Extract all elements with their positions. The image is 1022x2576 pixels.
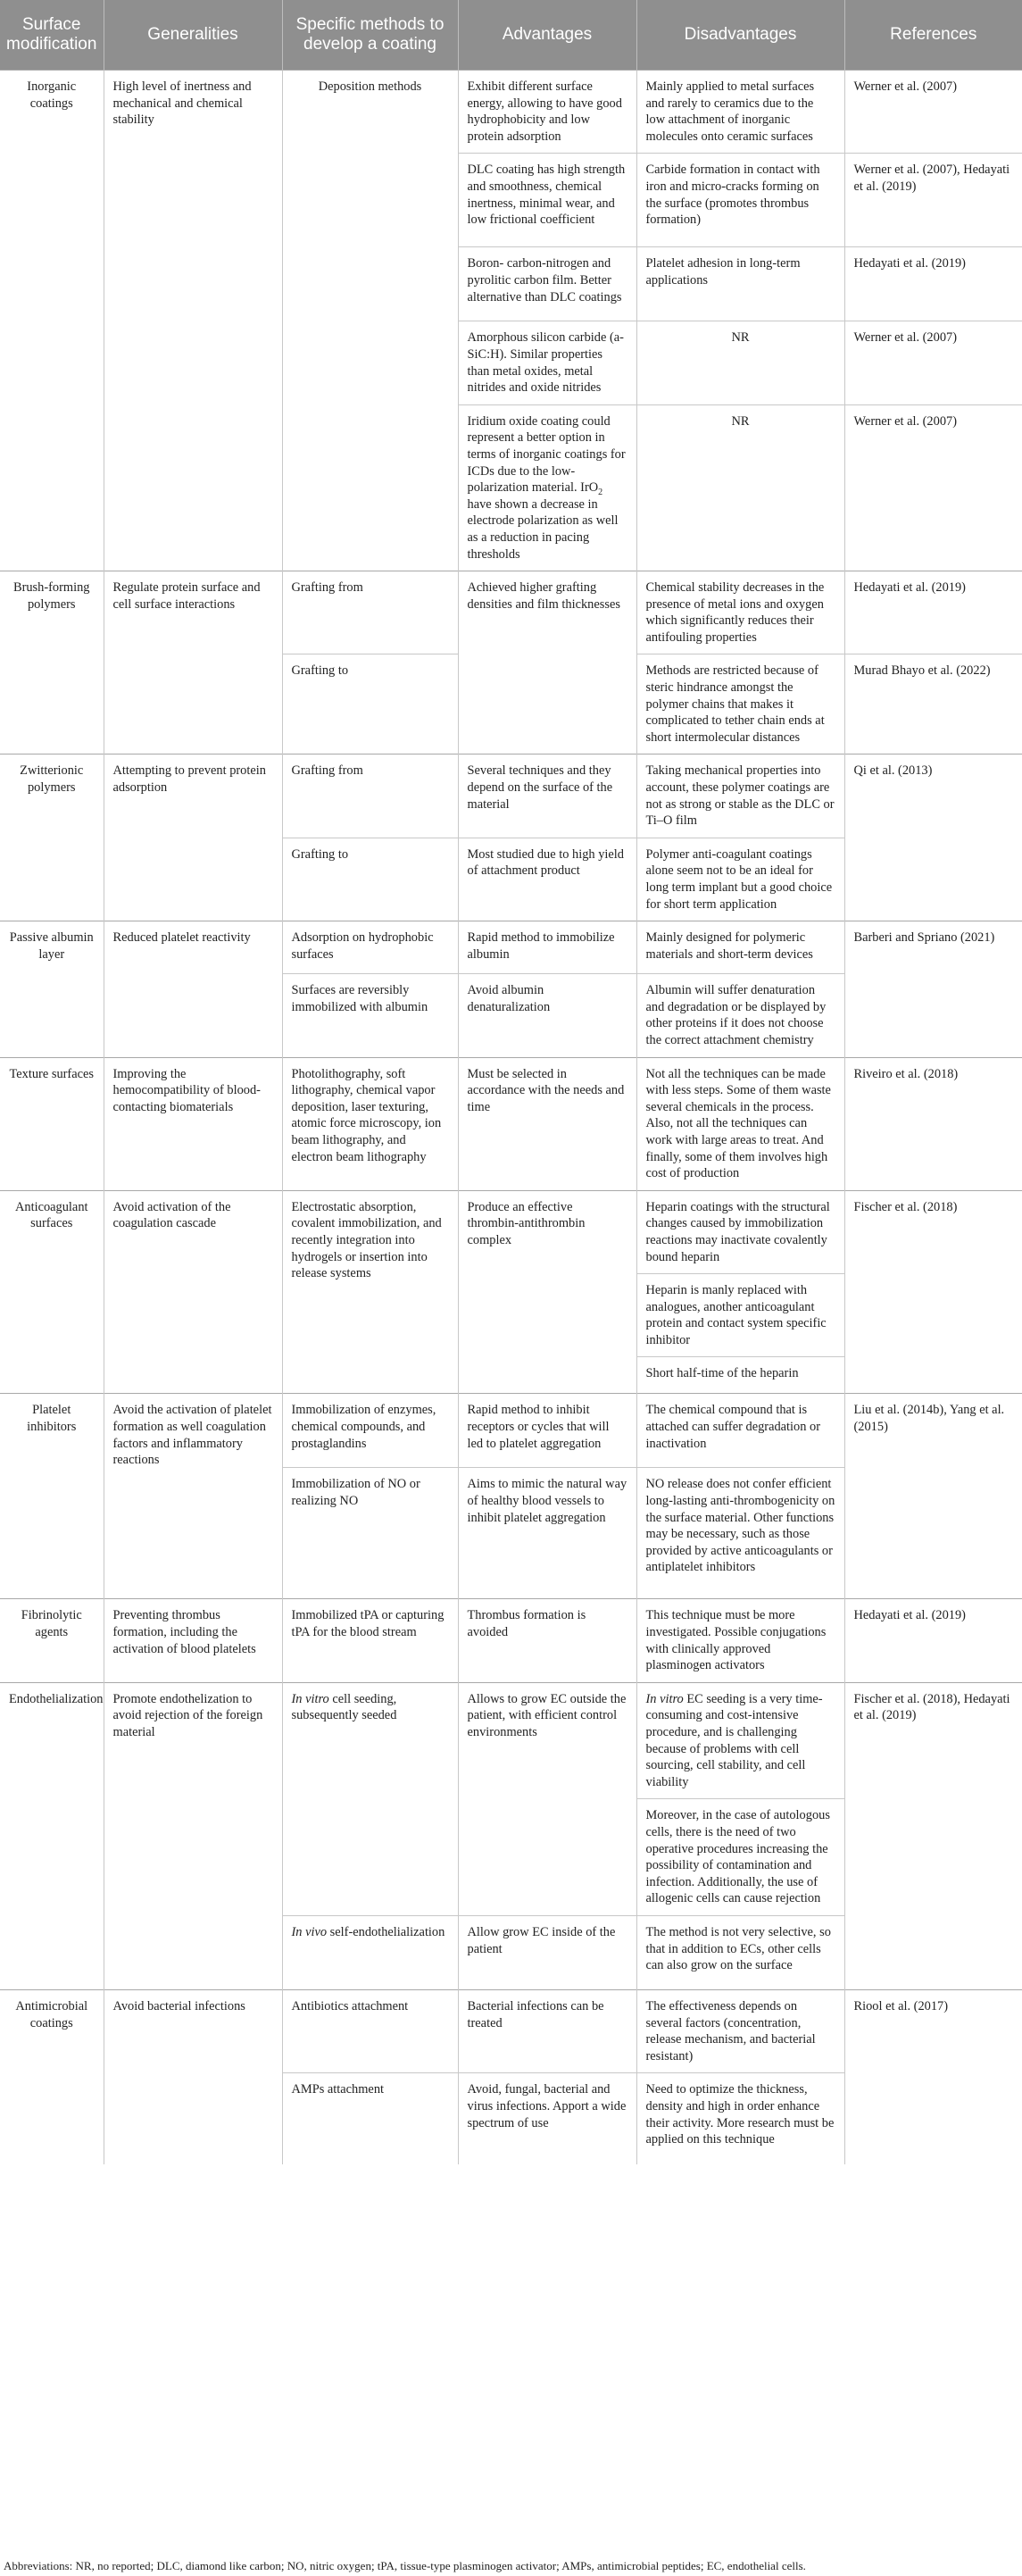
reference-cell: Riveiro et al. (2018) [844, 1057, 1022, 1190]
reference-cell: Werner et al. (2007) [844, 404, 1022, 571]
advantages-cell: Bacterial infections can be treated [458, 1989, 636, 2072]
iridium-text-a: Iridium oxide coating could represent a better option in terms of inorganic coatings for ICDs due to the low-polarization material. IrO [467, 413, 626, 496]
method-cell: Grafting from [282, 571, 458, 654]
generalities-cell: Reduced platelet reactivity [104, 921, 282, 1057]
iridium-text-b: have shown a decrease in electrode polarization as well as a reduction in pacing thresholds [467, 496, 619, 562]
disadvantages-cell: NR [636, 321, 844, 404]
disadvantages-cell: Polymer anti-coagulant coatings alone seem not to be an ideal for long term implant but a good choice for short term application [636, 838, 844, 921]
table-row [0, 1057, 1022, 1190]
disadvantages-cell: Chemical stability decreases in the presence of metal ions and oxygen which significantly reduces their antifouling properties [636, 571, 844, 654]
disadvantages-cell: In vitro EC seeding is a very time-consuming and cost-intensive procedure, and is challenging because of problems with cell sourcing, cell stability, and cell viability [636, 1682, 844, 1799]
table-row [0, 754, 1022, 838]
disadvantages-cell: The chemical compound that is attached can suffer degradation or inactivation [636, 1394, 844, 1468]
disadvantages-cell: Methods are restricted because of steric hindrance amongst the polymer chains that makes it complicated to tether chain ends at short intermolecular distances [636, 654, 844, 754]
reference-cell: Fischer et al. (2018), Hedayati et al. (2019) [844, 1682, 1022, 1989]
table-row [0, 1190, 1022, 1273]
disadvantages-cell: Albumin will suffer denaturation and degradation or be displayed by other proteins if it does not choose the correct attachment chemistry [636, 974, 844, 1057]
disadvantages-cell: Short half-time of the heparin [636, 1357, 844, 1394]
in-vitro-italic: In vitro [645, 1691, 684, 1706]
header-disadvantages: Disadvantages [636, 0, 844, 71]
iridium-subscript: 2 [598, 488, 603, 497]
surface-modification-cell: Inorganic coatings [0, 71, 104, 571]
surface-modification-cell: Texture surfaces [0, 1057, 104, 1190]
generalities-cell: Regulate protein surface and cell surface interactions [104, 571, 282, 754]
advantages-cell: Thrombus formation is avoided [458, 1599, 636, 1682]
method-cell: Immobilization of NO or realizing NO [282, 1468, 458, 1599]
table-row [0, 71, 1022, 154]
in-vivo-italic: In vivo [291, 1924, 328, 1939]
header-advantages: Advantages [458, 0, 636, 71]
method-cell: Antibiotics attachment [282, 1989, 458, 2072]
disadvantages-cell: Heparin is manly replaced with analogues, another anticoagulant protein and contact system specific inhibitor [636, 1274, 844, 1357]
advantages-cell: Rapid method to immobilize albumin [458, 921, 636, 974]
table-row [0, 571, 1022, 654]
surface-modification-cell: Endothelialization [0, 1682, 104, 1989]
header-surface-modification: Surface modification [0, 0, 104, 71]
generalities-cell: Avoid the activation of platelet formation as well coagulation factors and inflammatory reactions [104, 1394, 282, 1599]
reference-cell: Liu et al. (2014b), Yang et al. (2015) [844, 1394, 1022, 1599]
header-row [0, 0, 1022, 71]
disadvantages-cell: This technique must be more investigated. Possible conjugations with clinically approved plasminogen activators [636, 1599, 844, 1682]
abbreviations-footnote: Abbreviations: NR, no reported; DLC, diamond like carbon; NO, nitric oxygen; tPA, tissue-type plasminogen activator; AMPs, antimicrobial peptides; EC, endothelial cells. [4, 2559, 806, 2572]
reference-cell: Riool et al. (2017) [844, 1989, 1022, 2164]
reference-cell: Barberi and Spriano (2021) [844, 921, 1022, 1057]
advantages-cell: Allows to grow EC outside the patient, with efficient control environments [458, 1682, 636, 1915]
reference-cell: Fischer et al. (2018) [844, 1190, 1022, 1394]
advantages-cell: Amorphous silicon carbide (a-SiC:H). Similar properties than metal oxides, metal nitrides and oxide nitrides [458, 321, 636, 404]
disadvantages-cell: Not all the techniques can be made with less steps. Some of them waste several chemicals in the process. Also, not all the techniques can work with large areas to treat. And finally, some of them involves high cost of production [636, 1057, 844, 1190]
method-cell: Deposition methods [282, 71, 458, 571]
method-cell: Grafting from [282, 754, 458, 838]
advantages-cell: Rapid method to inhibit receptors or cycles that will led to platelet aggregation [458, 1394, 636, 1468]
table-row [0, 1394, 1022, 1468]
surface-modification-cell: Zwitterionic polymers [0, 754, 104, 921]
generalities-cell: Avoid activation of the coagulation cascade [104, 1190, 282, 1394]
disadvantages-cell: Need to optimize the thickness, density and high in order enhance their activity. More research must be applied on this technique [636, 2073, 844, 2165]
generalities-cell: Avoid bacterial infections [104, 1989, 282, 2164]
reference-cell: Qi et al. (2013) [844, 754, 1022, 921]
table-row [0, 1682, 1022, 1799]
disadvantages-cell: The effectiveness depends on several factors (concentration, release mechanism, and bacterial resistant) [636, 1989, 844, 2072]
disadvantages-cell: Mainly applied to metal surfaces and rarely to ceramics due to the low attachment of inorganic molecules onto ceramic surfaces [636, 71, 844, 154]
generalities-cell: High level of inertness and mechanical and chemical stability [104, 71, 282, 571]
advantages-cell: Aims to mimic the natural way of healthy blood vessels to inhibit platelet aggregation [458, 1468, 636, 1599]
method-cell: In vivo self-endothelialization [282, 1915, 458, 1989]
method-cell: Surfaces are reversibly immobilized with albumin [282, 974, 458, 1057]
method-cell: Photolithography, soft lithography, chemical vapor deposition, laser texturing, atomic force microscopy, ion beam lithography, and electron beam lithography [282, 1057, 458, 1190]
method-cell: Immobilization of enzymes, chemical compounds, and prostaglandins [282, 1394, 458, 1468]
surface-modification-cell: Brush-forming polymers [0, 571, 104, 754]
disadvantages-cell: Heparin coatings with the structural changes caused by immobilization reactions may inactivate covalently bound heparin [636, 1190, 844, 1273]
method-cell: Immobilized tPA or capturing tPA for the blood stream [282, 1599, 458, 1682]
method-cell: AMPs attachment [282, 2073, 458, 2165]
reference-cell: Werner et al. (2007) [844, 321, 1022, 404]
table-row [0, 921, 1022, 974]
reference-cell: Hedayati et al. (2019) [844, 247, 1022, 321]
header-references: References [844, 0, 1022, 71]
surface-modification-cell: Anticoagulant surfaces [0, 1190, 104, 1394]
generalities-cell: Improving the hemocompatibility of blood-contacting biomaterials [104, 1057, 282, 1190]
disadvantages-cell: Mainly designed for polymeric materials and short-term devices [636, 921, 844, 974]
reference-cell: Werner et al. (2007), Hedayati et al. (2019) [844, 154, 1022, 247]
disadvantages-cell: NO release does not confer efficient long-lasting anti-thrombogenicity on the surface material. Other functions may be necessary, such as those provided by active anticoagulants or antiplatelet inhibitors [636, 1468, 844, 1599]
surface-modification-cell: Fibrinolytic agents [0, 1599, 104, 1682]
in-vitro-italic: In vitro [291, 1691, 329, 1706]
advantages-cell: Exhibit different surface energy, allowing to have good hydrophobicity and low protein adsorption [458, 71, 636, 154]
generalities-cell: Attempting to prevent protein adsorption [104, 754, 282, 921]
method-cell: In vitro cell seeding, subsequently seeded [282, 1682, 458, 1915]
reference-cell: Werner et al. (2007) [844, 71, 1022, 154]
disadvantages-cell: NR [636, 404, 844, 571]
reference-cell: Hedayati et al. (2019) [844, 1599, 1022, 1682]
generalities-cell: Promote endothelization to avoid rejection of the foreign material [104, 1682, 282, 1989]
advantages-cell: Must be selected in accordance with the needs and time [458, 1057, 636, 1190]
surface-modification-cell: Passive albumin layer [0, 921, 104, 1057]
disadvantages-cell: Carbide formation in contact with iron and micro-cracks forming on the surface (promotes thrombus formation) [636, 154, 844, 247]
method-cell: Adsorption on hydrophobic surfaces [282, 921, 458, 974]
advantages-cell: Boron- carbon-nitrogen and pyrolitic carbon film. Better alternative than DLC coatings [458, 247, 636, 321]
reference-cell: Murad Bhayo et al. (2022) [844, 654, 1022, 754]
method-cell: Grafting to [282, 654, 458, 754]
disadvantages-cell: Platelet adhesion in long-term applications [636, 247, 844, 321]
advantages-cell: Most studied due to high yield of attachment product [458, 838, 636, 921]
header-specific-methods: Specific methods to develop a coating [282, 0, 458, 71]
table-row [0, 1599, 1022, 1682]
reference-cell: Hedayati et al. (2019) [844, 571, 1022, 654]
advantages-cell [458, 404, 636, 571]
advantages-cell: Avoid albumin denaturalization [458, 974, 636, 1057]
table-row [0, 1989, 1022, 2072]
method-cell: Electrostatic absorption, covalent immobilization, and recently integration into hydrogels or insertion into release systems [282, 1190, 458, 1394]
generalities-cell: Preventing thrombus formation, including the activation of blood platelets [104, 1599, 282, 1682]
advantages-cell: Several techniques and they depend on the surface of the material [458, 754, 636, 838]
disadvantages-cell: Taking mechanical properties into account, these polymer coatings are not as strong or stable as the DLC or Ti–O film [636, 754, 844, 838]
advantages-cell: Avoid, fungal, bacterial and virus infections. Apport a wide spectrum of use [458, 2073, 636, 2165]
surface-modification-cell: Antimicrobial coatings [0, 1989, 104, 2164]
surface-modification-cell: Platelet inhibitors [0, 1394, 104, 1599]
advantages-cell: Achieved higher grafting densities and film thicknesses [458, 571, 636, 754]
disadvantages-cell: Moreover, in the case of autologous cells, there is the need of two operative procedures increasing the possibility of contamination and infection. Additionally, the use of allogenic cells can cause rejection [636, 1799, 844, 1916]
advantages-cell: Allow grow EC inside of the patient [458, 1915, 636, 1989]
disadvantages-cell: The method is not very selective, so that in addition to ECs, other cells can also grow on the surface [636, 1915, 844, 1989]
advantages-cell: DLC coating has high strength and smoothness, chemical inertness, minimal wear, and low frictional coefficient [458, 154, 636, 247]
advantages-cell: Produce an effective thrombin-antithrombin complex [458, 1190, 636, 1394]
header-generalities: Generalities [104, 0, 282, 71]
method-cell: Grafting to [282, 838, 458, 921]
